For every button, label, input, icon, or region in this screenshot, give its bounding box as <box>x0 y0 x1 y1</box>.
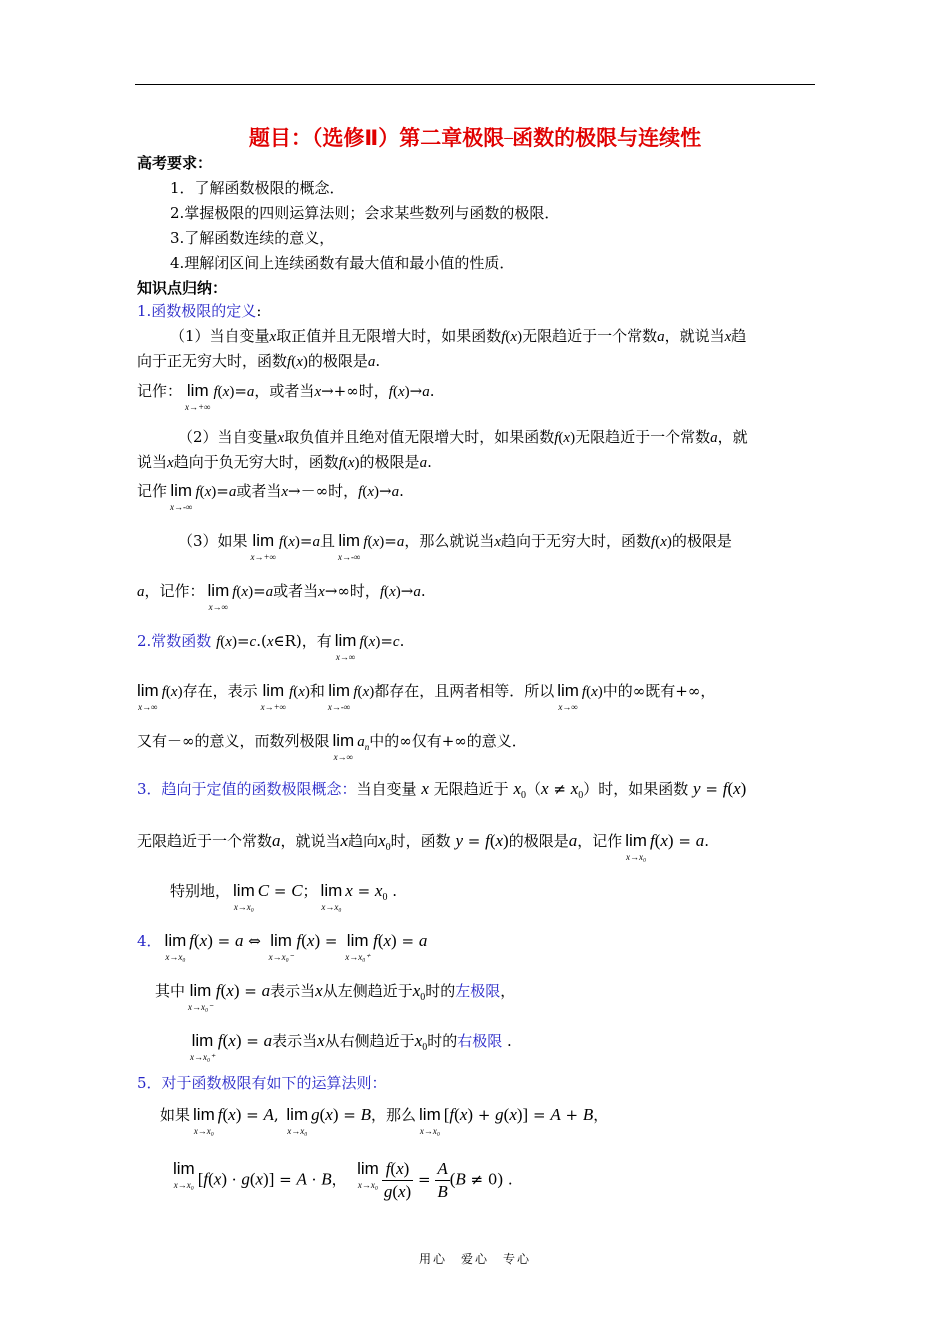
section-2: 2.常数函数 f(x)=c.(x∈R)，有 lim x→∞ f(x)=c. <box>137 631 405 662</box>
page-title: 题目：（选修Ⅱ）第二章极限━━━函数的极限与连续性 <box>248 126 702 150</box>
s3-paragraph: 无限趋近于一个常数a，就说当x趋向$x_0$时，函数 y = f(x)的极限是a，记作 lim x→x₀ f(x) = a. <box>137 831 709 862</box>
s2-paragraph-2: 又有－∞的意义，而数列极限 lim x→∞ $a_n$中的∞仅有+∞的意义． <box>137 731 527 762</box>
s5-rule-1: 如果 lim x→x₀ f(x) = A, lim x→x₀ g(x) = B，那么 lim x→x₀ [f(x) + g(x)] = A + B， <box>160 1105 609 1136</box>
knowledge-heading: 知识点归纳： <box>137 279 228 297</box>
s4-right-limit: lim x→x₀⁺ f(x) = a表示当x从右侧趋近于$x_0$时的右极限 . <box>190 1031 512 1062</box>
s1-paragraph-3: （3）如果 lim x→+∞ f(x)=a且 lim x→-∞ f(x)=a，那么就说当x趋向于无穷大时，函数f(x)的极限是 <box>178 531 732 562</box>
page-footer: 用心 爱心 专心 <box>418 1252 531 1266</box>
requirement-item: 3.了解函数连续的意义， <box>170 229 335 247</box>
s4-left-limit: 其中 lim x→x₀⁻ f(x) = a表示当x从左侧趋近于$x_0$时的左极限， <box>155 981 516 1012</box>
section-3: 3．趋向于定值的函数极限概念：当自变量 x 无限趋近于 $x_0(x \ne x_0)$时，如果函数 y = f(x) <box>137 779 747 801</box>
s1-paragraph-1: （1）当自变量x取正值并且无限增大时，如果函数f(x)无限趋近于一个常数a，就说当x趋 <box>170 327 747 345</box>
s1-paragraph-2: （2）当自变量x取负值并且绝对值无限增大时，如果函数f(x)无限趋近于一个常数a，就 <box>178 428 748 446</box>
s3-special: 特别地， lim x→x₀ C = C； lim x→x₀ $x = x_0$ . <box>170 881 398 912</box>
header-rule <box>135 84 815 85</box>
s1-paragraph-2b: 说当x趋向于负无穷大时，函数f(x)的极限是a. <box>137 453 432 471</box>
section-1-title: 1.函数极限的定义: <box>137 302 262 320</box>
requirement-item: 2.掌握极限的四则运算法则；会求某些数列与函数的极限． <box>170 204 560 222</box>
section-4: 4． lim x→x₀ f(x) = a ⇔ lim x→x₀⁻ f(x) = lim x→x₀⁺ f(x) = a <box>137 931 428 962</box>
requirement-item: 4.理解闭区间上连续函数有最大值和最小值的性质． <box>170 254 515 272</box>
s2-paragraph-1: lim x→∞ f(x)存在，表示 lim x→+∞ f(x)和 lim x→-∞ f(x)都存在，且两者相等．所以 lim x→∞ f(x)中的∞既有+∞， <box>137 681 716 712</box>
requirement-item: 1．了解函数极限的概念． <box>170 179 345 197</box>
section-5-title: 5．对于函数极限有如下的运算法则： <box>137 1074 387 1092</box>
s5-rule-2: lim x→x₀ [f(x) · g(x)] = A · B， lim x→x₀ $\frac{f(x)}{g(x)}$ = $\frac{A}{B}$ (B ≠ 0) . <box>173 1159 513 1201</box>
s1-notation-1: 记作： lim x→+∞ f(x)=a，或者当x→+∞时，f(x)→a. <box>137 381 435 412</box>
requirements-heading: 高考要求： <box>137 154 213 172</box>
s1-notation-2: 记作 lim x→-∞ f(x)=a或者当x→－∞时，f(x)→a. <box>137 481 404 512</box>
s1-paragraph-1b: 向于正无穷大时，函数f(x)的极限是a. <box>137 352 381 370</box>
s1-notation-3: a，记作： lim x→∞ f(x)=a或者当x→∞时，f(x)→a. <box>137 581 426 612</box>
